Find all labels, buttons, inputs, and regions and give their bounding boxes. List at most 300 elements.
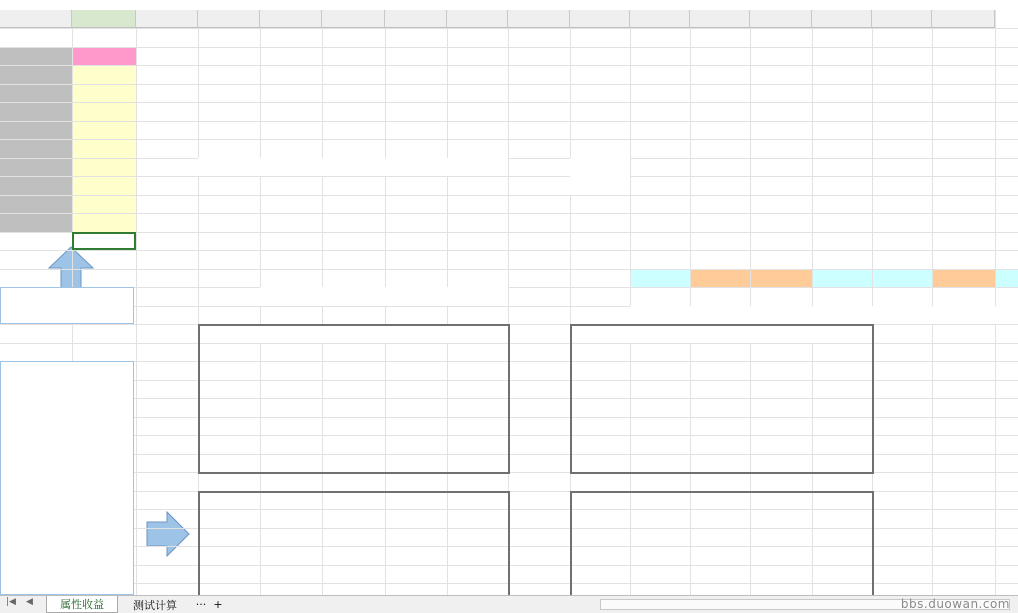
attribute-label[interactable] bbox=[0, 121, 72, 140]
right-header[interactable] bbox=[995, 28, 1018, 47]
buff-table-cell[interactable] bbox=[385, 417, 447, 436]
left-panel-title[interactable] bbox=[0, 28, 136, 47]
buff-table-header[interactable] bbox=[690, 343, 750, 362]
right-value[interactable] bbox=[630, 121, 690, 140]
buff-table-cell[interactable] bbox=[750, 398, 812, 417]
compare-value[interactable] bbox=[630, 269, 690, 288]
job-type[interactable] bbox=[690, 176, 750, 195]
right-header[interactable] bbox=[630, 28, 690, 47]
req-row-label[interactable] bbox=[198, 213, 260, 232]
req-value[interactable] bbox=[447, 176, 508, 195]
compare-value[interactable] bbox=[872, 269, 932, 288]
right-value[interactable] bbox=[995, 102, 1018, 121]
buff-table-cell[interactable] bbox=[630, 528, 690, 547]
right-value[interactable] bbox=[750, 139, 812, 158]
req-value[interactable] bbox=[385, 269, 447, 288]
buff-table-cell[interactable] bbox=[260, 583, 322, 595]
buff-table-cell[interactable] bbox=[630, 417, 690, 436]
buff-table-title[interactable] bbox=[198, 324, 508, 343]
req-value[interactable] bbox=[260, 232, 322, 251]
right-value[interactable] bbox=[690, 84, 750, 103]
attribute-label[interactable] bbox=[0, 213, 72, 232]
column-header-b[interactable] bbox=[72, 10, 136, 28]
buff-table-cell[interactable] bbox=[447, 565, 508, 584]
right-value[interactable] bbox=[995, 84, 1018, 103]
buff-table-cell[interactable] bbox=[385, 398, 447, 417]
stake-value[interactable] bbox=[447, 65, 508, 84]
right-value[interactable] bbox=[932, 65, 995, 84]
buff-table-cell[interactable] bbox=[447, 454, 508, 473]
right-value[interactable] bbox=[630, 84, 690, 103]
buff-table-cell[interactable] bbox=[812, 583, 872, 595]
right-value[interactable] bbox=[750, 65, 812, 84]
buff-table-cell[interactable] bbox=[447, 398, 508, 417]
buff-table-cell[interactable] bbox=[690, 435, 750, 454]
buff-table-cell[interactable] bbox=[812, 528, 872, 547]
buff-table-cell[interactable] bbox=[812, 454, 872, 473]
right-value[interactable] bbox=[690, 47, 750, 66]
heart-method[interactable] bbox=[995, 158, 1018, 177]
stake-value[interactable] bbox=[322, 84, 385, 103]
compare-value[interactable] bbox=[690, 269, 750, 288]
req-value[interactable] bbox=[447, 269, 508, 288]
buff-table-cell[interactable] bbox=[385, 583, 447, 595]
buff-table-cell[interactable] bbox=[812, 417, 872, 436]
buff-table-cell[interactable] bbox=[198, 565, 260, 584]
tab-test-calc[interactable]: 测试计算 bbox=[133, 598, 177, 612]
req-row-label[interactable] bbox=[198, 269, 260, 288]
stake-value[interactable] bbox=[260, 121, 322, 140]
buff-table-cell[interactable] bbox=[260, 417, 322, 436]
buff-table-cell[interactable] bbox=[570, 546, 630, 565]
buff-table-cell[interactable] bbox=[322, 546, 385, 565]
req-value[interactable] bbox=[322, 250, 385, 269]
buff-table-cell[interactable] bbox=[322, 380, 385, 399]
buff-table-cell[interactable] bbox=[260, 398, 322, 417]
right-value[interactable] bbox=[690, 102, 750, 121]
req-value[interactable] bbox=[385, 195, 447, 214]
stake-value[interactable] bbox=[447, 102, 508, 121]
buff-table-cell[interactable] bbox=[690, 509, 750, 528]
req-row-label[interactable] bbox=[198, 176, 260, 195]
buff-table-header[interactable] bbox=[812, 343, 872, 362]
right-value[interactable] bbox=[995, 139, 1018, 158]
buff-table-header[interactable] bbox=[812, 491, 872, 510]
buff-table-cell[interactable] bbox=[570, 528, 630, 547]
buff-table-cell[interactable] bbox=[447, 509, 508, 528]
buff-table-cell[interactable] bbox=[750, 583, 812, 595]
req-row-label[interactable] bbox=[198, 250, 260, 269]
stake-value[interactable] bbox=[260, 47, 322, 66]
buff-table-cell[interactable] bbox=[447, 528, 508, 547]
attribute-value[interactable] bbox=[72, 47, 136, 66]
attribute-label[interactable] bbox=[0, 65, 72, 84]
heart-method[interactable] bbox=[690, 158, 750, 177]
buff-table-cell[interactable] bbox=[690, 528, 750, 547]
stake-value[interactable] bbox=[447, 84, 508, 103]
right-header[interactable] bbox=[812, 28, 872, 47]
buff-table-cell[interactable] bbox=[385, 361, 447, 380]
buff-table-cell[interactable] bbox=[570, 380, 630, 399]
buff-table-cell[interactable] bbox=[630, 398, 690, 417]
right-value[interactable] bbox=[995, 65, 1018, 84]
buff-table-cell[interactable] bbox=[750, 528, 812, 547]
buff-table-cell[interactable] bbox=[322, 417, 385, 436]
attribute-value[interactable] bbox=[72, 195, 136, 214]
buff-table-header[interactable] bbox=[750, 343, 812, 362]
buff-table-cell[interactable] bbox=[630, 565, 690, 584]
attribute-label[interactable] bbox=[0, 232, 72, 251]
attribute-label[interactable] bbox=[0, 139, 72, 158]
buff-table-header[interactable] bbox=[630, 491, 690, 510]
stake-row-label[interactable] bbox=[198, 47, 260, 66]
buff-table-cell[interactable] bbox=[630, 454, 690, 473]
buff-table-cell[interactable] bbox=[812, 398, 872, 417]
right-value[interactable] bbox=[872, 65, 932, 84]
buff-table-cell[interactable] bbox=[690, 454, 750, 473]
buff-table-header[interactable] bbox=[198, 491, 260, 510]
stake-header[interactable] bbox=[198, 28, 260, 47]
req-value[interactable] bbox=[322, 232, 385, 251]
req-value[interactable] bbox=[447, 232, 508, 251]
buff-table-cell[interactable] bbox=[260, 454, 322, 473]
stake-row-label[interactable] bbox=[198, 102, 260, 121]
buff-table-cell[interactable] bbox=[322, 361, 385, 380]
column-header-g[interactable] bbox=[385, 10, 447, 28]
stake-value[interactable] bbox=[447, 121, 508, 140]
attribute-label[interactable] bbox=[0, 84, 72, 103]
tab-attribute-gain[interactable]: 属性收益 bbox=[46, 596, 118, 613]
buff-table-cell[interactable] bbox=[198, 398, 260, 417]
buff-table-cell[interactable] bbox=[447, 380, 508, 399]
right-value[interactable] bbox=[812, 47, 872, 66]
right-value[interactable] bbox=[812, 102, 872, 121]
heart-method[interactable] bbox=[630, 158, 690, 177]
job-type[interactable] bbox=[932, 176, 995, 195]
buff-table-cell[interactable] bbox=[260, 565, 322, 584]
column-header-k[interactable] bbox=[630, 10, 690, 28]
buff-table-cell[interactable] bbox=[630, 509, 690, 528]
stake-header[interactable] bbox=[322, 28, 385, 47]
right-value[interactable] bbox=[932, 139, 995, 158]
column-header-p[interactable] bbox=[932, 10, 995, 28]
buff-table-cell[interactable] bbox=[750, 509, 812, 528]
right-value[interactable] bbox=[630, 65, 690, 84]
column-header-c[interactable] bbox=[136, 10, 198, 28]
right-value[interactable] bbox=[995, 121, 1018, 140]
attribute-value[interactable] bbox=[72, 84, 136, 103]
buff-table-header[interactable] bbox=[690, 491, 750, 510]
column-header-l[interactable] bbox=[690, 10, 750, 28]
column-header-o[interactable] bbox=[872, 10, 932, 28]
stake-header[interactable] bbox=[260, 28, 322, 47]
right-value[interactable] bbox=[750, 47, 812, 66]
right-value[interactable] bbox=[812, 84, 872, 103]
right-header[interactable] bbox=[872, 28, 932, 47]
buff-table-header[interactable] bbox=[630, 343, 690, 362]
compare-label[interactable] bbox=[570, 269, 630, 288]
buff-table-cell[interactable] bbox=[630, 435, 690, 454]
column-header-j[interactable] bbox=[570, 10, 630, 28]
req-value[interactable] bbox=[447, 213, 508, 232]
req-value[interactable] bbox=[322, 176, 385, 195]
column-header-h[interactable] bbox=[447, 10, 508, 28]
stake-value[interactable] bbox=[447, 47, 508, 66]
buff-table-header[interactable] bbox=[260, 343, 322, 362]
buff-table-cell[interactable] bbox=[198, 509, 260, 528]
buff-table-cell[interactable] bbox=[570, 417, 630, 436]
req-value[interactable] bbox=[385, 232, 447, 251]
buff-table-header[interactable] bbox=[385, 343, 447, 362]
buff-table-cell[interactable] bbox=[750, 454, 812, 473]
buff-table-cell[interactable] bbox=[385, 565, 447, 584]
buff-table-cell[interactable] bbox=[198, 361, 260, 380]
buff-table-header[interactable] bbox=[447, 343, 508, 362]
attribute-value[interactable] bbox=[72, 139, 136, 158]
buff-table-cell[interactable] bbox=[322, 435, 385, 454]
buff-table-cell[interactable] bbox=[322, 565, 385, 584]
buff-table-cell[interactable] bbox=[198, 454, 260, 473]
buff-table-cell[interactable] bbox=[630, 583, 690, 595]
buff-table-cell[interactable] bbox=[385, 546, 447, 565]
attribute-value[interactable] bbox=[72, 158, 136, 177]
right-row-label[interactable] bbox=[570, 47, 630, 66]
right-value[interactable] bbox=[750, 121, 812, 140]
buff-table-cell[interactable] bbox=[198, 528, 260, 547]
buff-table-cell[interactable] bbox=[812, 361, 872, 380]
right-header[interactable] bbox=[750, 28, 812, 47]
buff-table-cell[interactable] bbox=[812, 380, 872, 399]
stake-value[interactable] bbox=[260, 65, 322, 84]
right-value[interactable] bbox=[932, 47, 995, 66]
attribute-value[interactable] bbox=[72, 213, 136, 232]
buff-table-cell[interactable] bbox=[812, 546, 872, 565]
buff-table-cell[interactable] bbox=[385, 528, 447, 547]
buff-table-cell[interactable] bbox=[447, 583, 508, 595]
buff-table-cell[interactable] bbox=[260, 509, 322, 528]
buff-table-header[interactable] bbox=[750, 491, 812, 510]
right-value[interactable] bbox=[812, 139, 872, 158]
buff-table-cell[interactable] bbox=[260, 528, 322, 547]
buff-table-header[interactable] bbox=[570, 343, 630, 362]
right-value[interactable] bbox=[812, 121, 872, 140]
req-row-label[interactable] bbox=[198, 195, 260, 214]
attribute-label[interactable] bbox=[0, 47, 72, 66]
column-header-m[interactable] bbox=[750, 10, 812, 28]
buff-table-cell[interactable] bbox=[570, 454, 630, 473]
per-point-value[interactable] bbox=[812, 213, 872, 232]
buff-table-cell[interactable] bbox=[690, 380, 750, 399]
buff-table-cell[interactable] bbox=[447, 435, 508, 454]
req-value[interactable] bbox=[385, 176, 447, 195]
attribute-value[interactable] bbox=[72, 176, 136, 195]
right-value[interactable] bbox=[750, 102, 812, 121]
right-value[interactable] bbox=[995, 47, 1018, 66]
right-row-label[interactable] bbox=[570, 84, 630, 103]
right-value[interactable] bbox=[630, 47, 690, 66]
need-value[interactable] bbox=[630, 232, 690, 251]
req-value[interactable] bbox=[322, 269, 385, 288]
per-point-value[interactable] bbox=[690, 213, 750, 232]
right-value[interactable] bbox=[872, 139, 932, 158]
need-value[interactable] bbox=[995, 232, 1018, 251]
right-row-label[interactable] bbox=[570, 102, 630, 121]
req-value[interactable] bbox=[385, 213, 447, 232]
right-value[interactable] bbox=[690, 65, 750, 84]
column-header-f[interactable] bbox=[322, 10, 385, 28]
stake-value[interactable] bbox=[260, 84, 322, 103]
req-value[interactable] bbox=[447, 250, 508, 269]
buff-table-cell[interactable] bbox=[690, 546, 750, 565]
buff-table-cell[interactable] bbox=[630, 380, 690, 399]
main-attribute-label[interactable] bbox=[198, 287, 260, 306]
first-sheet-icon[interactable]: |◀ bbox=[6, 597, 16, 607]
buff-table-cell[interactable] bbox=[447, 417, 508, 436]
heart-method[interactable] bbox=[872, 158, 932, 177]
compare-value[interactable] bbox=[750, 269, 812, 288]
buff-table-cell[interactable] bbox=[750, 417, 812, 436]
stake-value[interactable] bbox=[322, 65, 385, 84]
stake-row-label[interactable] bbox=[198, 65, 260, 84]
stake-value[interactable] bbox=[322, 121, 385, 140]
buff-table-cell[interactable] bbox=[570, 583, 630, 595]
right-value[interactable] bbox=[630, 139, 690, 158]
need-label[interactable] bbox=[570, 232, 630, 251]
buff-table-header[interactable] bbox=[260, 491, 322, 510]
buff-table-cell[interactable] bbox=[812, 565, 872, 584]
prev-sheet-icon[interactable]: ◀ bbox=[26, 597, 33, 607]
stake-value[interactable] bbox=[385, 102, 447, 121]
req-value[interactable] bbox=[260, 250, 322, 269]
compare-value[interactable] bbox=[932, 269, 995, 288]
need-value[interactable] bbox=[932, 232, 995, 251]
buff-table-header[interactable] bbox=[570, 491, 630, 510]
buff-table-cell[interactable] bbox=[447, 546, 508, 565]
buff-table-cell[interactable] bbox=[570, 361, 630, 380]
per-point-value[interactable] bbox=[750, 213, 812, 232]
per-point-value[interactable] bbox=[932, 213, 995, 232]
req-row-label[interactable] bbox=[198, 232, 260, 251]
remark-text[interactable] bbox=[630, 306, 1018, 325]
per-point-value[interactable] bbox=[995, 213, 1018, 232]
buff-table-cell[interactable] bbox=[630, 361, 690, 380]
buff-table-cell[interactable] bbox=[570, 435, 630, 454]
right-row-label[interactable] bbox=[570, 139, 630, 158]
right-header[interactable] bbox=[570, 28, 630, 47]
column-header-e[interactable] bbox=[260, 10, 322, 28]
attribute-label[interactable] bbox=[0, 102, 72, 121]
buff-table-cell[interactable] bbox=[570, 509, 630, 528]
right-value[interactable] bbox=[812, 65, 872, 84]
buff-table-cell[interactable] bbox=[750, 546, 812, 565]
column-header-a[interactable] bbox=[0, 10, 72, 28]
note-relative-value[interactable] bbox=[0, 361, 134, 595]
remark-label[interactable] bbox=[570, 306, 630, 325]
req-value[interactable] bbox=[260, 213, 322, 232]
more-tabs-icon[interactable]: ··· bbox=[195, 598, 207, 611]
buff-table-cell[interactable] bbox=[812, 435, 872, 454]
job-type[interactable] bbox=[812, 176, 872, 195]
buff-table-cell[interactable] bbox=[750, 361, 812, 380]
per-point-value[interactable] bbox=[630, 213, 690, 232]
main-attribute-note[interactable] bbox=[260, 287, 508, 306]
buff-table-cell[interactable] bbox=[812, 509, 872, 528]
buff-table-cell[interactable] bbox=[322, 583, 385, 595]
buff-table-cell[interactable] bbox=[322, 509, 385, 528]
stake-value[interactable] bbox=[385, 84, 447, 103]
right-value[interactable] bbox=[872, 121, 932, 140]
right-value[interactable] bbox=[750, 84, 812, 103]
stake-header[interactable] bbox=[385, 28, 447, 47]
buff-table-cell[interactable] bbox=[385, 454, 447, 473]
column-header-i[interactable] bbox=[508, 10, 570, 28]
buff-table-header[interactable] bbox=[322, 491, 385, 510]
req-value[interactable] bbox=[260, 195, 322, 214]
buff-table-cell[interactable] bbox=[198, 583, 260, 595]
right-row-label[interactable] bbox=[570, 121, 630, 140]
per-point-value[interactable] bbox=[872, 213, 932, 232]
need-value[interactable] bbox=[690, 232, 750, 251]
buff-table-cell[interactable] bbox=[198, 417, 260, 436]
job-type[interactable] bbox=[630, 176, 690, 195]
need-value[interactable] bbox=[872, 232, 932, 251]
buff-table-cell[interactable] bbox=[690, 417, 750, 436]
req-value[interactable] bbox=[322, 213, 385, 232]
buff-table-header[interactable] bbox=[322, 343, 385, 362]
add-sheet-icon[interactable]: + bbox=[213, 598, 223, 611]
req-value[interactable] bbox=[447, 195, 508, 214]
buff-table-cell[interactable] bbox=[322, 454, 385, 473]
right-value[interactable] bbox=[690, 139, 750, 158]
req-value[interactable] bbox=[260, 269, 322, 288]
attribute-label[interactable] bbox=[0, 176, 72, 195]
buff-table-cell[interactable] bbox=[690, 565, 750, 584]
buff-table-cell[interactable] bbox=[198, 435, 260, 454]
buff-table-cell[interactable] bbox=[690, 583, 750, 595]
job-type[interactable] bbox=[995, 176, 1018, 195]
attribute-value[interactable] bbox=[72, 121, 136, 140]
buff-table-header[interactable] bbox=[447, 491, 508, 510]
buff-table-cell[interactable] bbox=[198, 380, 260, 399]
heart-method[interactable] bbox=[932, 158, 995, 177]
buff-table-header[interactable] bbox=[198, 343, 260, 362]
buff-table-cell[interactable] bbox=[260, 435, 322, 454]
req-value[interactable] bbox=[322, 195, 385, 214]
buff-table-header[interactable] bbox=[385, 491, 447, 510]
buff-table-cell[interactable] bbox=[385, 435, 447, 454]
stake-value[interactable] bbox=[322, 102, 385, 121]
stake-value[interactable] bbox=[385, 47, 447, 66]
buff-table-cell[interactable] bbox=[630, 546, 690, 565]
heart-method[interactable] bbox=[750, 158, 812, 177]
buff-table-cell[interactable] bbox=[690, 398, 750, 417]
right-value[interactable] bbox=[872, 102, 932, 121]
buff-table-cell[interactable] bbox=[385, 509, 447, 528]
req-value[interactable] bbox=[385, 250, 447, 269]
right-value[interactable] bbox=[932, 102, 995, 121]
req-table-title[interactable] bbox=[198, 158, 508, 177]
right-value[interactable] bbox=[872, 84, 932, 103]
stake-value[interactable] bbox=[385, 121, 447, 140]
per-point-label[interactable] bbox=[570, 213, 630, 232]
right-value[interactable] bbox=[932, 121, 995, 140]
right-row-label[interactable] bbox=[570, 65, 630, 84]
buff-table-cell[interactable] bbox=[750, 380, 812, 399]
buff-table-cell[interactable] bbox=[260, 380, 322, 399]
column-header-d[interactable] bbox=[198, 10, 260, 28]
job-type[interactable] bbox=[872, 176, 932, 195]
right-header[interactable] bbox=[690, 28, 750, 47]
